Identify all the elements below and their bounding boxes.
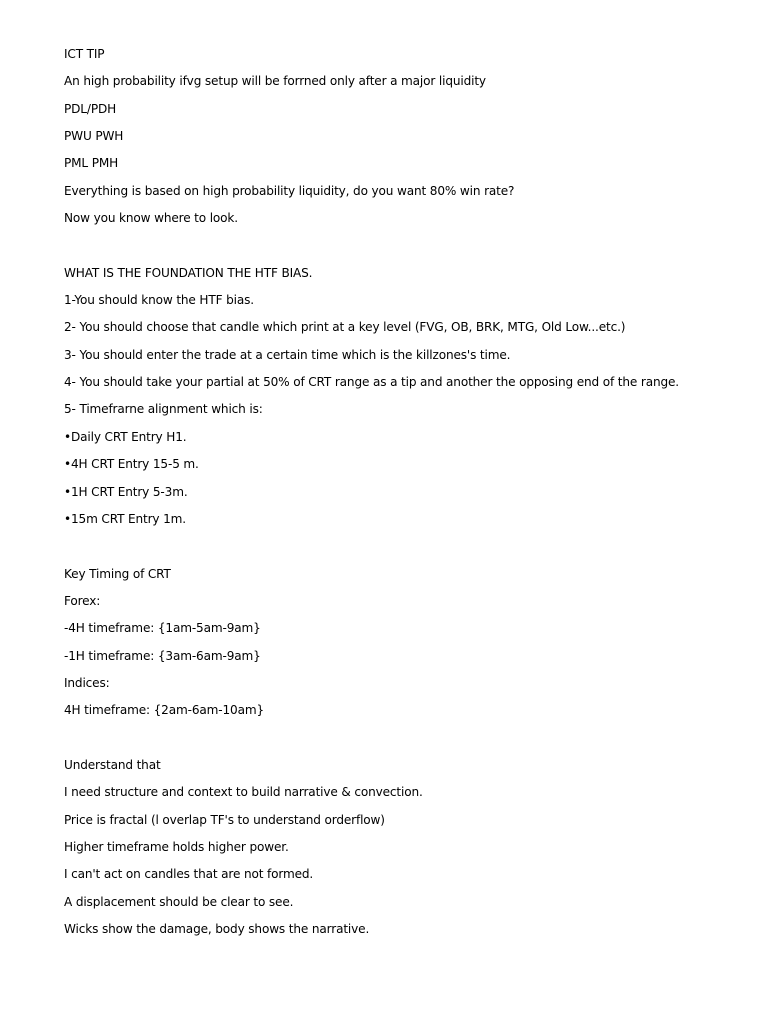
text-line: PML PMH (64, 156, 119, 171)
section-ict-tip (64, 41, 754, 232)
section-heading: WHAT IS THE FOUNDATION THE HTF BIAS. (64, 265, 313, 280)
text-line: Indices: (64, 675, 110, 690)
text-line: PDL/PDH (64, 101, 117, 116)
text-line: 4H timeframe: {2am-6am-10am} (64, 703, 265, 718)
bullet-item: •1H CRT Entry 5-3m. (64, 484, 188, 499)
list-item: 1-You should know the HTF bias. (64, 293, 254, 308)
bullet-item: •15m CRT Entry 1m. (64, 511, 186, 526)
text-line: Wicks show the damage, body shows the narrative. (64, 922, 370, 936)
section-heading: ICT TIP (64, 47, 105, 61)
text-line: Higher timeframe holds higher power. (64, 839, 289, 854)
document-page (64, 41, 754, 943)
text-line: -1H timeframe: {3am-6am-9am} (64, 648, 261, 663)
bullet-item: •4H CRT Entry 15-5 m. (64, 457, 199, 472)
text-line: A displacement should be clear to see. (64, 894, 294, 909)
blank-line (64, 533, 754, 560)
text-line: PWU PWH (64, 129, 124, 144)
text-line: An high probability ifvg setup will be forrned only after a major liquidity (64, 74, 486, 89)
text-line: Now you know where to look. (64, 211, 238, 226)
text-line: Forex: (64, 593, 101, 608)
bullet-item: •Daily CRT Entry H1. (64, 429, 187, 444)
list-item: 3- You should enter the trade at a certain time which is the killzones's time. (64, 347, 511, 362)
list-item: 2- You should choose that candle which print at a key level (FVG, OB, BRK, MTG, Old Low...etc.) (64, 320, 626, 335)
text-line: I need structure and context to build narrative & convection. (64, 785, 423, 800)
text-line: -4H timeframe: {1am-5am-9am} (64, 621, 261, 636)
section-key-timing (64, 561, 754, 725)
list-item: 4- You should take your partial at 50% of CRT range as a tip and another the opposing end of the range. (64, 375, 679, 390)
section-heading: Key Timing of CRT (64, 566, 171, 581)
text-line: Everything is based on high probability liquidity, do you want 80% win rate? (64, 183, 515, 198)
section-understand (64, 752, 754, 943)
section-foundation (64, 260, 754, 533)
text-line: Price is fractal (l overlap TF's to understand orderflow) (64, 812, 385, 827)
list-item: 5- Timefrarne alignment which is: (64, 402, 263, 417)
text-line: I can't act on candles that are not formed. (64, 867, 314, 882)
blank-line (64, 725, 754, 752)
blank-line (64, 232, 754, 259)
section-heading: Understand that (64, 757, 161, 772)
